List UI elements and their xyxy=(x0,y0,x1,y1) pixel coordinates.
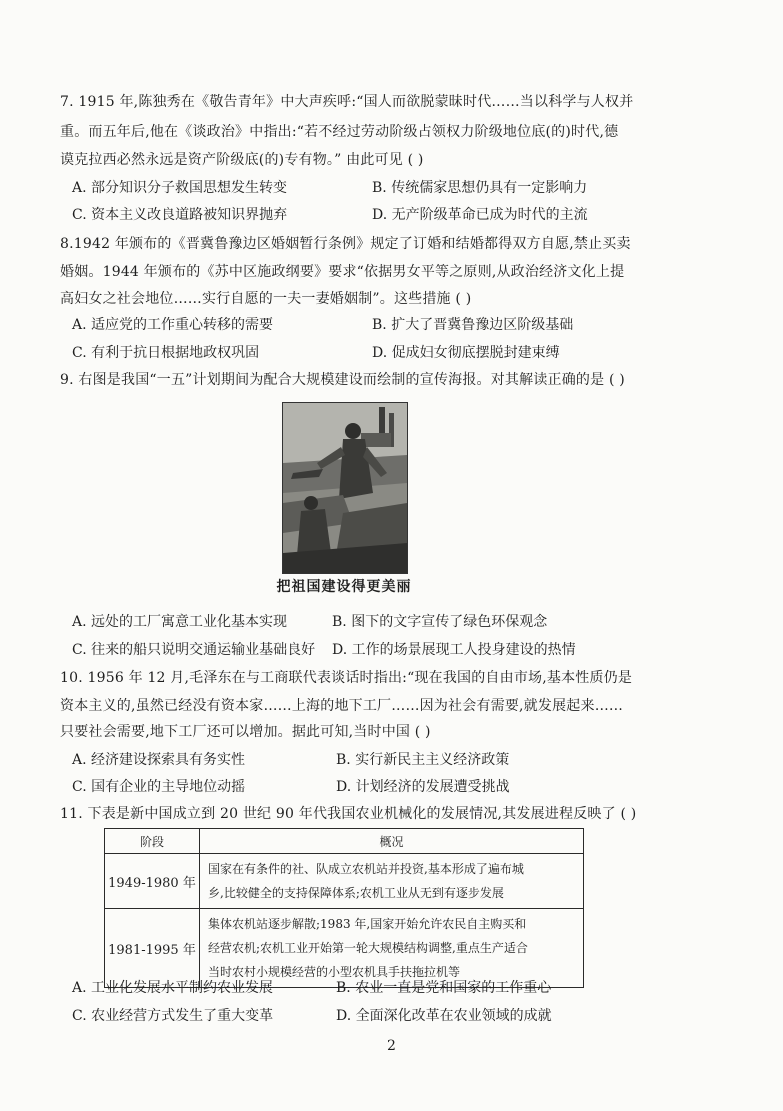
page-number: 2 xyxy=(387,1038,396,1054)
question-11-line-1: 11. 下表是新中国成立到 20 世纪 90 年代我国农业机械化的发展情况,其发展进程反映了 ( ) xyxy=(60,806,637,822)
table-cell-stage: 1981-1995 年 xyxy=(105,909,200,988)
question-9-line-1: 9. 右图是我国“一五”计划期间为配合大规模建设而绘制的宣传海报。对其解读正确的是 ( ) xyxy=(60,372,625,388)
table-cell-stage: 1949-1980 年 xyxy=(105,854,200,909)
option-c[interactable]: C. 有利于抗日根据地政权巩固 xyxy=(72,345,260,361)
table-row xyxy=(105,854,584,909)
question-10-line-3: 只要社会需要,地下工厂还可以增加。据此可知,当时中国 ( ) xyxy=(60,724,431,740)
overview-line: 经营农机;农机工业开始第一轮大规模结构调整,重点生产适合 xyxy=(208,941,528,955)
table-cell-overview xyxy=(200,909,584,988)
question-7-line-2: 重。而五年后,他在《谈政治》中指出:“若不经过劳动阶级占领权力阶级地位底(的)时代,德 xyxy=(60,124,619,140)
question-10-line-2: 资本主义的,虽然已经没有资本家……上海的地下工厂……因为社会有需要,就发展起来…… xyxy=(60,698,624,714)
option-d[interactable]: D. 计划经济的发展遭受挑战 xyxy=(336,779,510,795)
option-a[interactable]: A. 经济建设探索具有务实性 xyxy=(72,752,246,768)
propaganda-poster-image xyxy=(282,402,408,574)
option-a[interactable]: A. 工业化发展水平制约农业发展 xyxy=(72,980,274,996)
table-cell-overview xyxy=(200,854,584,909)
table-row xyxy=(105,909,584,988)
question-7-line-1: 7. 1915 年,陈独秀在《敬告青年》中大声疾呼:“国人而欲脱蒙昧时代……当以科学与人权并 xyxy=(60,94,634,110)
option-a[interactable]: A. 适应党的工作重心转移的需要 xyxy=(72,317,274,333)
question-8-line-3: 高妇女之社会地位……实行自愿的一夫一妻婚姻制”。这些措施 ( ) xyxy=(60,291,472,307)
option-a[interactable]: A. 部分知识分子救国思想发生转变 xyxy=(72,180,288,196)
overview-line: 当时农村小规模经营的小型农机具手扶拖拉机等 xyxy=(208,965,461,979)
overview-line: 集体农机站逐步解散;1983 年,国家开始允许农民自主购买和 xyxy=(208,917,527,931)
option-b[interactable]: B. 扩大了晋冀鲁豫边区阶级基础 xyxy=(372,317,574,333)
mechanization-table xyxy=(104,828,584,988)
table-header-overview: 概况 xyxy=(200,829,584,854)
option-d[interactable]: D. 促成妇女彻底摆脱封建束缚 xyxy=(372,345,560,361)
question-10-line-1: 10. 1956 年 12 月,毛泽东在与工商联代表谈话时指出:“现在我国的自由市场,基本性质仍是 xyxy=(60,670,633,686)
option-b[interactable]: B. 农业一直是党和国家的工作重心 xyxy=(336,980,552,996)
question-8-line-2: 婚姻。1944 年颁布的《苏中区施政纲要》要求“依据男女平等之原则,从政治经济文化上提 xyxy=(60,264,625,280)
overview-line: 国家在有条件的社、队成立农机站并投资,基本形成了遍布城 xyxy=(208,862,524,876)
overview-line: 乡,比较健全的支持保障体系;农机工业从无到有逐步发展 xyxy=(208,886,504,900)
table-header-row xyxy=(105,829,584,854)
option-a[interactable]: A. 远处的工厂寓意工业化基本实现 xyxy=(72,614,288,630)
option-c[interactable]: C. 农业经营方式发生了重大变革 xyxy=(72,1008,274,1024)
question-7-line-3: 谟克拉西必然永远是资产阶级底(的)专有物。” 由此可见 ( ) xyxy=(60,152,424,168)
option-c[interactable]: C. 资本主义改良道路被知识界抛弃 xyxy=(72,207,288,223)
table-header-stage: 阶段 xyxy=(105,829,200,854)
option-d[interactable]: D. 全面深化改革在农业领域的成就 xyxy=(336,1008,552,1024)
option-b[interactable]: B. 图下的文字宣传了绿色环保观念 xyxy=(332,614,548,630)
option-b[interactable]: B. 实行新民主主义经济政策 xyxy=(336,752,510,768)
option-b[interactable]: B. 传统儒家思想仍具有一定影响力 xyxy=(372,180,588,196)
option-d[interactable]: D. 无产阶级革命已成为时代的主流 xyxy=(372,207,588,223)
option-d[interactable]: D. 工作的场景展现工人投身建设的热情 xyxy=(332,642,576,658)
option-c[interactable]: C. 国有企业的主导地位动摇 xyxy=(72,779,246,795)
question-8-line-1: 8.1942 年颁布的《晋冀鲁豫边区婚姻暂行条例》规定了订婚和结婚都得双方自愿,禁止买卖 xyxy=(60,236,631,252)
option-c[interactable]: C. 往来的船只说明交通运输业基础良好 xyxy=(72,642,316,658)
poster-caption: 把祖国建设得更美丽 xyxy=(276,579,412,595)
